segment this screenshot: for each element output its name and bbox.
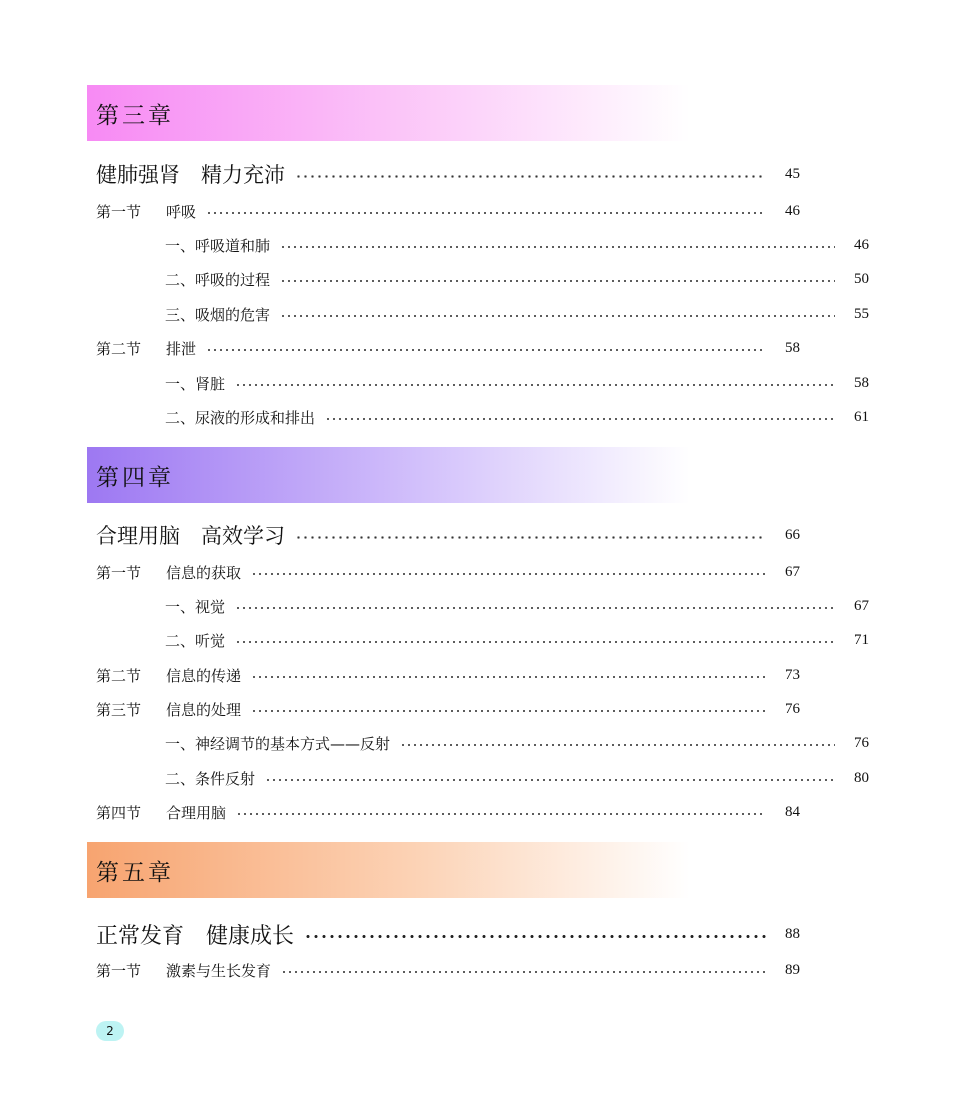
chapter-banner (87, 447, 690, 503)
chapter-label: 第五章 (96, 859, 174, 886)
dot-leader (280, 246, 835, 248)
page-number: 84 (785, 803, 800, 820)
page-number: 58 (785, 339, 800, 356)
section-number: 第四节 (96, 803, 142, 822)
dot-leader (251, 676, 766, 678)
page-number: 71 (854, 631, 869, 648)
subsection-title: 一、视觉 (165, 597, 226, 616)
dot-leader (235, 641, 835, 643)
section-title: 信息的获取 (166, 563, 242, 582)
page-number: 50 (854, 270, 869, 287)
chapter-title: 合理用脑 高效学习 (96, 524, 285, 548)
toc-chapter-title[interactable] (0, 160, 896, 188)
page-number: 58 (854, 374, 869, 391)
dot-leader (280, 280, 835, 282)
toc-subsection[interactable] (0, 764, 965, 792)
dot-leader (206, 212, 766, 214)
page-number: 55 (854, 305, 869, 322)
subsection-title: 一、神经调节的基本方式——反射 (165, 734, 391, 753)
page-number: 76 (785, 700, 800, 717)
section-title: 合理用脑 (166, 803, 227, 822)
section-number: 第三节 (96, 700, 142, 719)
section-number: 第一节 (96, 202, 142, 221)
chapter-banner (87, 85, 690, 141)
dot-leader (236, 813, 766, 815)
dot-leader (251, 710, 766, 712)
page-number: 66 (785, 526, 800, 543)
toc-section[interactable] (0, 956, 896, 984)
page-number: 46 (785, 202, 800, 219)
chapter-label: 第三章 (96, 102, 174, 129)
dot-leader (265, 779, 835, 781)
section-title: 呼吸 (166, 202, 197, 221)
dot-leader (235, 607, 835, 609)
dot-leader (304, 935, 766, 938)
page-number: 73 (785, 666, 800, 683)
subsection-title: 二、呼吸的过程 (165, 270, 271, 289)
subsection-title: 三、吸烟的危害 (165, 305, 271, 324)
toc-subsection[interactable] (0, 369, 965, 397)
toc-section[interactable] (0, 558, 896, 586)
toc-section[interactable] (0, 334, 896, 362)
section-number: 第一节 (96, 961, 142, 980)
toc-section[interactable] (0, 695, 896, 723)
toc-section[interactable] (0, 661, 896, 689)
dot-leader (295, 536, 766, 539)
page-number: 46 (854, 236, 869, 253)
subsection-title: 二、听觉 (165, 631, 226, 650)
section-number: 第二节 (96, 666, 142, 685)
chapter-label: 第四章 (96, 464, 174, 491)
dot-leader (400, 744, 835, 746)
subsection-title: 二、尿液的形成和排出 (165, 408, 316, 427)
toc-subsection[interactable] (0, 265, 965, 293)
page-number: 61 (854, 408, 869, 425)
section-number: 第二节 (96, 339, 142, 358)
section-title: 排泄 (166, 339, 197, 358)
toc-section[interactable] (0, 798, 896, 826)
dot-leader (206, 349, 766, 351)
page-number: 76 (854, 734, 869, 751)
dot-leader (251, 573, 766, 575)
page-number: 67 (785, 563, 800, 580)
dot-leader (235, 384, 835, 386)
page-number: 88 (785, 925, 800, 942)
subsection-title: 二、条件反射 (165, 769, 256, 788)
chapter-title: 正常发育 健康成长 (96, 923, 295, 949)
dot-leader (295, 175, 766, 178)
toc-subsection[interactable] (0, 729, 965, 757)
toc-subsection[interactable] (0, 300, 965, 328)
section-number: 第一节 (96, 563, 142, 582)
subsection-title: 一、肾脏 (165, 374, 226, 393)
subsection-title: 一、呼吸道和肺 (165, 236, 271, 255)
page-number: 45 (785, 165, 800, 182)
page-number: 67 (854, 597, 869, 614)
chapter-banner (87, 842, 690, 898)
toc-chapter-title[interactable] (0, 521, 896, 549)
section-title: 激素与生长发育 (166, 961, 272, 980)
chapter-title: 健肺强肾 精力充沛 (96, 163, 285, 187)
toc-section[interactable] (0, 197, 896, 225)
dot-leader (280, 315, 835, 317)
toc-chapter-title[interactable] (0, 920, 896, 948)
page-number: 80 (854, 769, 869, 786)
toc-subsection[interactable] (0, 403, 965, 431)
toc-subsection[interactable] (0, 592, 965, 620)
page-number: 89 (785, 961, 800, 978)
dot-leader (325, 418, 835, 420)
section-title: 信息的处理 (166, 700, 242, 719)
dot-leader (281, 971, 766, 973)
section-title: 信息的传递 (166, 666, 242, 685)
page-number-badge: 2 (96, 1021, 124, 1041)
toc-subsection[interactable] (0, 626, 965, 654)
toc-subsection[interactable] (0, 231, 965, 259)
